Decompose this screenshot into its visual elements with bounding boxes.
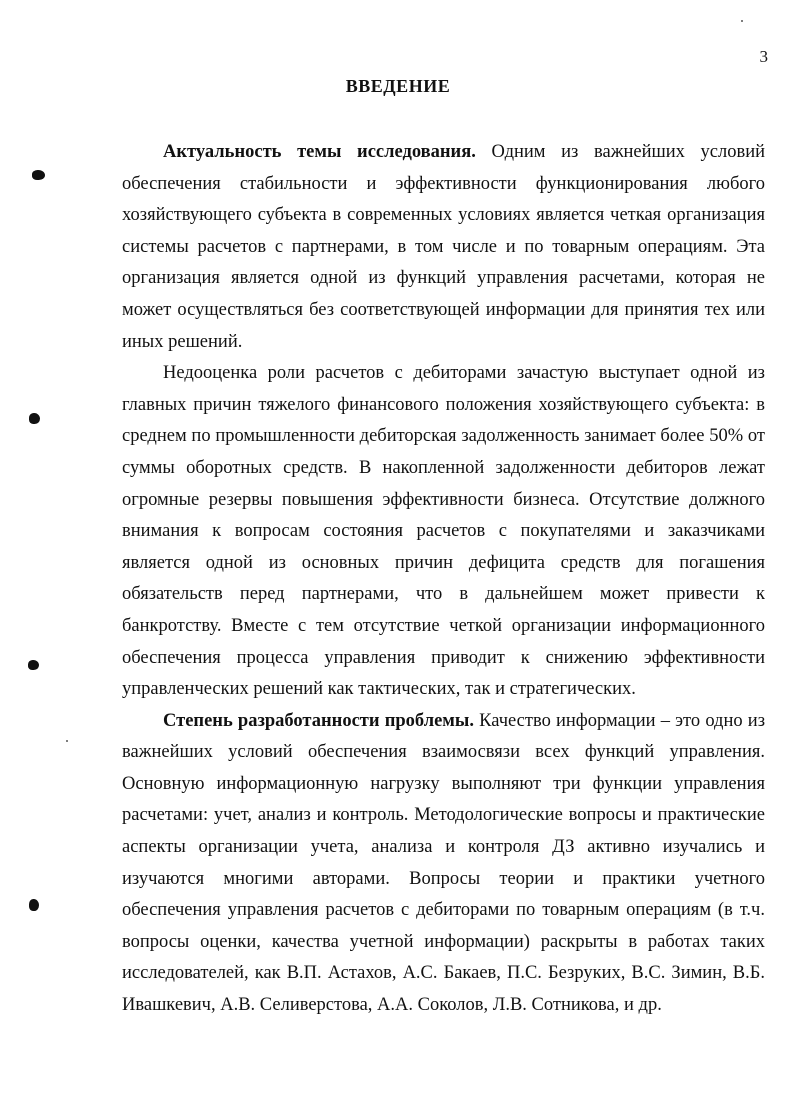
- page-title: ВВЕДЕНИЕ: [345, 76, 451, 96]
- paragraph-text: Качество информации – это одно из важнейших условий обеспечения взаимосвязи всех функций управления. Основную информационную нагрузку выполняют три функции управления расчетами: учет, анализ и контроль. Методологические вопросы и практические аспекты организации учета, анализа и контроля ДЗ активно изучались и изучаются многими авторами. Вопросы теории и практики учетного обеспечения управления расчетов с дебиторами по товарным операциям (в т.ч. вопросы оценки, качества учетной информации) раскрыты в работах таких исследователей, как В.П. Астахов, А.С. Бакаев, П.С. Безруких, В.С. Зимин, В.Б. Ивашкевич, А.В. Селиверстова, А.А. Соколов, Л.В. Сотникова, и др.: [122, 710, 765, 1016]
- paragraph-lead: Степень разработанности проблемы.: [163, 710, 474, 731]
- scan-artifact: [66, 740, 68, 742]
- paragraph-text: Одним из важнейших условий обеспечения стабильности и эффективности функционирования любого хозяйствующего субъекта в современных условиях является четкая организация системы расчетов с партнерами, в том числе и по товарным операциям. Эта организация является одной из функций управления расчетами, которая не может осуществляться без соответствующей информации для принятия тех или иных решений.: [122, 142, 765, 352]
- scan-artifact: [29, 413, 40, 424]
- paragraph-receivables: [122, 358, 765, 706]
- paragraph-lead: Актуальность темы исследования.: [163, 142, 476, 162]
- scan-artifact: [29, 899, 39, 911]
- paragraph-text: Недооценка роли расчетов с дебиторами зачастую выступает одной из главных причин тяжелого финансового положения хозяйствующего субъекта: в среднем по промышленности дебиторская задолженность занимает более 50% от суммы оборотных средств. В накопленной задолженности дебиторов лежат огромные резервы повышения эффективности бизнеса. Отсутствие должного внимания к вопросам состояния расчетов с покупателями и заказчиками является одной из основных причин дефицита средств для погашения обязательств перед партнерами, что в дальнейшем может привести к банкротству. Вместе с тем отсутствие четкой организации информационного обеспечения процесса управления приводит к снижению эффективности управленческих решений как тактических, так и стратегических.: [122, 363, 765, 700]
- page-number: 3: [759, 47, 768, 66]
- paragraph-relevance: [122, 137, 765, 358]
- body-text: [122, 137, 765, 1022]
- scan-artifact: [28, 660, 39, 670]
- paragraph-development: [122, 706, 765, 1022]
- scan-artifact: [741, 20, 743, 22]
- scan-artifact: [32, 170, 45, 180]
